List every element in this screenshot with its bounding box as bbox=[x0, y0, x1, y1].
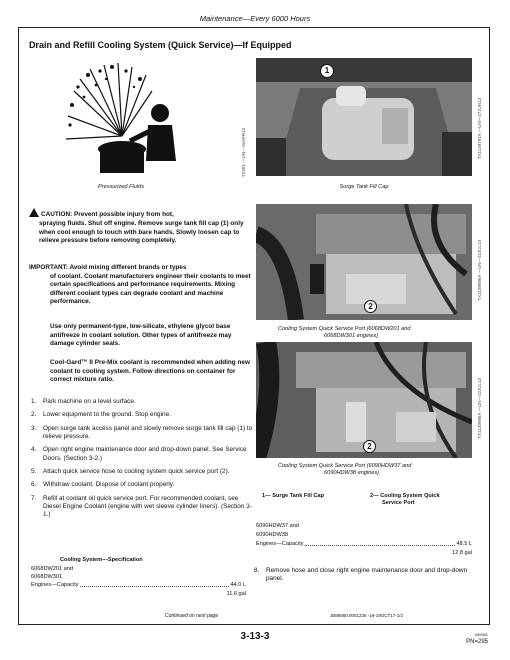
step-number: 8. bbox=[254, 567, 260, 574]
spec-right-engine2: 6090HDW38 bbox=[256, 532, 289, 538]
caution-line1: CAUTION: Prevent possible injury from hot, bbox=[41, 211, 174, 218]
page-number: 3-13-3 bbox=[240, 631, 270, 642]
fluids-figure-code: TS281 —UN—15APR13 bbox=[241, 128, 246, 178]
important-block bbox=[29, 264, 251, 307]
step-item bbox=[31, 495, 253, 520]
step-text: Park machine on a level surface. bbox=[43, 398, 136, 405]
spec-left-engine2: 6068DW301 bbox=[31, 574, 63, 580]
fill-cap-caption: Surge Tank Fill Cap bbox=[339, 184, 389, 190]
corner-code: 000351 bbox=[474, 632, 488, 637]
step-text: Attach quick service hose to cooling system quick service port (2). bbox=[43, 467, 230, 475]
port1-caption-line2: 6068DW301 engines) bbox=[324, 333, 379, 339]
pn-code: PN=295 bbox=[466, 639, 488, 645]
step-number: 6. bbox=[31, 481, 37, 489]
quick-service-port-photo-2 bbox=[256, 342, 472, 458]
step-item bbox=[31, 411, 253, 419]
legend-item-2-line1: 2— Cooling System Quick bbox=[370, 493, 440, 499]
spec-left-label: Engines—Capacity bbox=[31, 582, 79, 588]
caution-block bbox=[29, 207, 251, 246]
step-item bbox=[31, 468, 253, 476]
step-number: 4. bbox=[31, 446, 37, 454]
step-text: Open right engine maintenance door and drop-down panel. See Service Doors. (Section 3-2.) bbox=[43, 446, 247, 462]
legend-item-2 bbox=[370, 493, 440, 507]
spec-right-value-gallons: 12.8 gal bbox=[452, 550, 472, 556]
spec-title: Cooling System—Specification bbox=[60, 557, 143, 563]
spec-left-capacity-row bbox=[31, 582, 246, 589]
fill-cap-figure-code: TX1139791A —UN—27JUN13 bbox=[477, 98, 482, 160]
step-number: 5. bbox=[31, 467, 37, 475]
step-text: Refill at coolant oil quick service port. For recommended coolant, see Diesel Engine Coolant (engine with wet sleeve cylinder liners). (Section 3-1.) bbox=[43, 494, 252, 519]
port2-caption bbox=[278, 463, 478, 477]
spec-left-engine1: 6068DW201 and bbox=[31, 566, 73, 572]
spec-right-capacity-row bbox=[256, 541, 472, 548]
port1-caption-line1: Cooling System Quick Service Port (6068DW201 and bbox=[278, 326, 411, 332]
step-item bbox=[31, 481, 253, 489]
document-code: JB88880,0001236 -19-19OCT17-1/2 bbox=[330, 613, 404, 618]
step-number: 7. bbox=[31, 494, 37, 502]
spec-right-label: Engines—Capacity bbox=[256, 541, 304, 547]
callout-2a: 2 bbox=[364, 300, 377, 313]
important-body: of coolant. Coolant manufacturers engineer their coolants to meet certain specifications and performance requirements. Mixing different coolant types can degrade coolant and machine performance. bbox=[50, 272, 251, 306]
port2-caption-line2: 6090HDW38 engines) bbox=[324, 470, 380, 476]
warning-triangle-icon bbox=[29, 208, 39, 217]
port2-caption-line1: Cooling System Quick Service Port (6090HDW37 and bbox=[278, 463, 412, 469]
step-text: Withdraw coolant. Dispose of coolant properly. bbox=[43, 481, 175, 489]
spec-right-value-liters: 48.5 L bbox=[456, 541, 472, 547]
spec-right-engine1: 6090HDW37 and bbox=[256, 523, 299, 529]
surge-tank-photo bbox=[256, 58, 472, 176]
running-header: Maintenance—Every 6000 Hours bbox=[199, 14, 311, 23]
callout-1: 1 bbox=[320, 64, 334, 78]
step-8 bbox=[254, 567, 474, 583]
step-item bbox=[31, 425, 253, 441]
important-line1: IMPORTANT: Avoid mixing different brands or types bbox=[29, 264, 187, 271]
step-text: Remove hose and close right engine maintenance door and drop-down panel. bbox=[266, 567, 468, 583]
legend-item-2-line2: Service Port bbox=[382, 500, 415, 506]
continued-note: Continued on next page bbox=[165, 613, 219, 619]
step-text: Open surge tank access panel and slowly remove surge tank fill cap (1) to relieve pressure. bbox=[43, 424, 253, 440]
spec-left-value-liters: 44.0 L bbox=[230, 582, 246, 588]
quick-service-port-photo-1 bbox=[256, 204, 472, 320]
callout-2b: 2 bbox=[363, 440, 376, 453]
step-item bbox=[31, 398, 253, 406]
coolgard-paragraph: Cool-Gard™ II Pre-Mix coolant is recommended when adding new coolant to cooling system. Follow directions on container for correct mixture ratio. bbox=[50, 359, 250, 384]
pressurized-fluids-illustration bbox=[60, 61, 182, 179]
spec-left-value-gallons: 11.6 gal bbox=[226, 591, 246, 597]
antifreeze-paragraph: Use only permanent-type, low-silicate, ethylene glycol base antifreeze in coolant solution. Other types of antifreeze may damage cylinder seals. bbox=[50, 323, 232, 348]
step-text: Lower equipment to the ground. Stop engine. bbox=[43, 411, 171, 419]
step-number: 1. bbox=[31, 398, 37, 405]
port2-figure-code: TX1140996A —UN—22JUL13 bbox=[477, 378, 482, 439]
step-number: 3. bbox=[31, 424, 37, 432]
dot-leader bbox=[305, 541, 456, 546]
dot-leader bbox=[80, 582, 230, 587]
section-title: Drain and Refill Cooling System (Quick Service)—If Equipped bbox=[29, 40, 292, 50]
legend-item-1: 1— Surge Tank Fill Cap bbox=[262, 493, 325, 499]
port1-figure-code: TX1138886A —UN—22JUL13 bbox=[477, 240, 482, 301]
steps-list bbox=[31, 398, 253, 525]
port1-caption bbox=[278, 326, 478, 340]
step-number: 2. bbox=[31, 411, 37, 419]
step-item bbox=[31, 446, 253, 462]
fluids-caption: Pressurized Fluids bbox=[97, 184, 144, 190]
caution-body: spraying fluids. Shut off engine. Remove surge tank fill cap (1) only when cool enough to touch with bare hands. Slowly loosen cap to relieve pressure before removing completely. bbox=[39, 219, 244, 245]
